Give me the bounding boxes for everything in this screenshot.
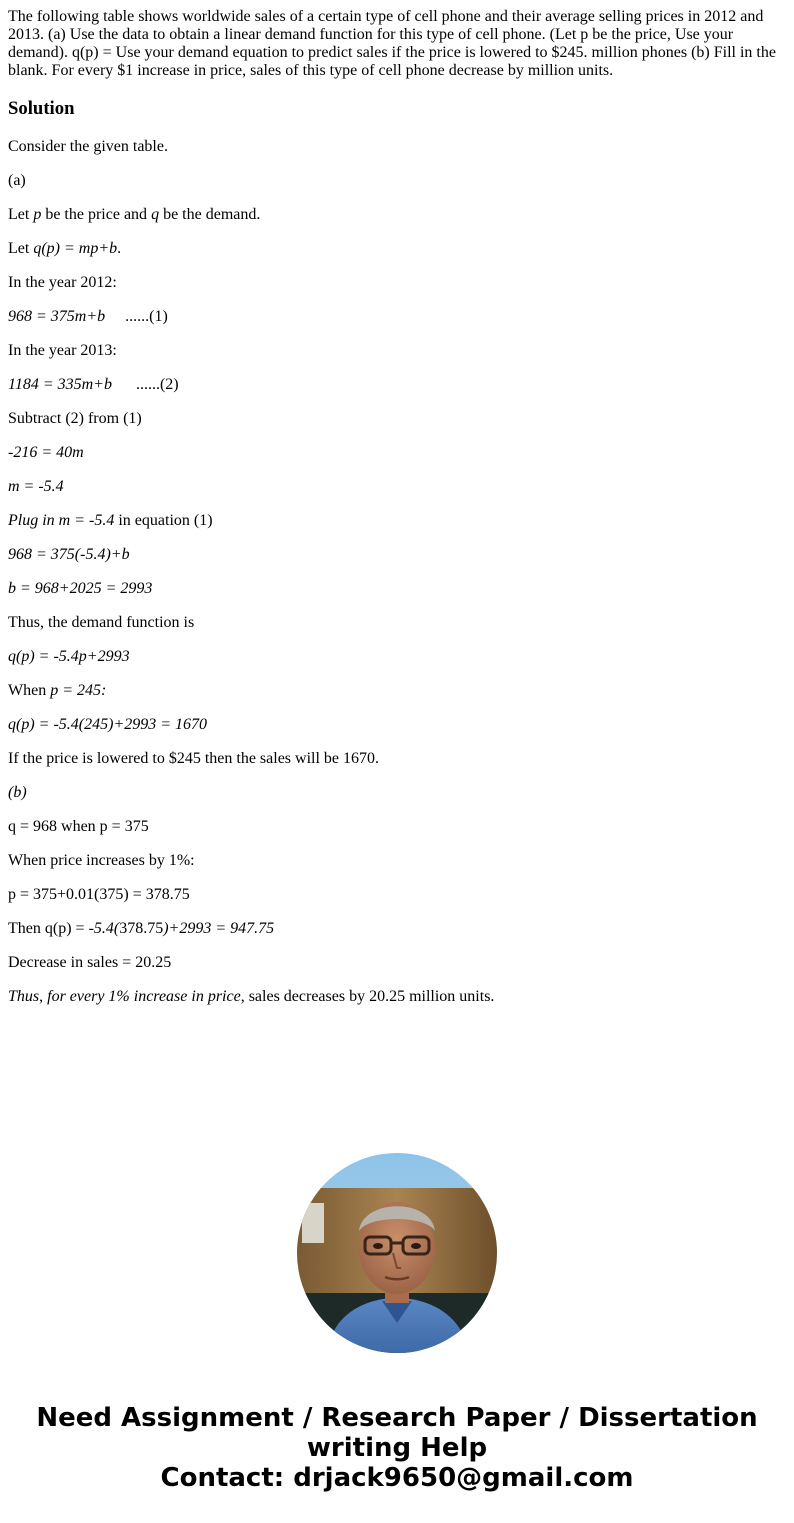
tutor-photo: [297, 1153, 497, 1353]
banner-contact-line: Contact: drjack9650@gmail.com: [160, 1463, 634, 1493]
solution-line: Plug in m = -5.4 in equation (1): [8, 512, 213, 529]
solution-body: [8, 138, 786, 1022]
solution-line: q(p) = -5.4(245)+2993 = 1670: [8, 716, 208, 733]
solution-line: 968 = 375(-5.4)+b: [8, 546, 130, 563]
solution-line: When p = 245:: [8, 682, 107, 699]
conclusion-line: Thus, for every 1% increase in price, sales decreases by 20.25 million units.: [8, 988, 495, 1005]
solution-line: m = -5.4: [8, 478, 64, 495]
solution-line: Decrease in sales = 20.25: [8, 954, 172, 971]
solution-line: Then q(p) = -5.4(378.75)+2993 = 947.75: [8, 920, 275, 937]
solution-line: b = 968+2025 = 2993: [8, 580, 153, 597]
banner-line-2: writing Help: [306, 1433, 488, 1463]
solution-line: Thus, the demand function is: [8, 614, 195, 631]
solution-line: In the year 2013:: [8, 342, 117, 359]
avatar: [297, 1153, 497, 1353]
demand-function: q(p) = -5.4p+2993: [8, 648, 130, 665]
solution-line: Let p be the price and q be the demand.: [8, 206, 261, 223]
solution-line: p = 375+0.01(375) = 378.75: [8, 886, 190, 903]
solution-line: (a): [8, 172, 26, 189]
question-text: The following table shows worldwide sales of a certain type of cell phone and their average selling prices in 2012 and 2013. (a) Use the data to obtain a linear demand function for this type of cell phone. (Let p be the price, Use your demand). q(p) = Use your demand equation to predict sales if the price is lowered to $245. million phones (b) Fill in the blank. For every $1 increase in price, sales of this type of cell phone decrease by million units.: [8, 8, 776, 79]
solution-line: q = 968 when p = 375: [8, 818, 149, 835]
banner-line-1: Need Assignment / Research Paper / Dissertation: [36, 1403, 758, 1433]
solution-line: In the year 2012:: [8, 274, 117, 291]
contact-banner: [0, 1403, 794, 1493]
solution-line: (b): [8, 784, 27, 801]
equation-1: 968 = 375m+b ......(1): [8, 308, 168, 325]
solution-line: If the price is lowered to $245 then the sales will be 1670.: [8, 750, 380, 767]
solution-line: When price increases by 1%:: [8, 852, 195, 869]
solution-line: Let q(p) = mp+b.: [8, 240, 122, 257]
solution-line: -216 = 40m: [8, 444, 84, 461]
equation-2: 1184 = 335m+b ......(2): [8, 376, 179, 393]
solution-line: Consider the given table.: [8, 138, 168, 155]
solution-line: Subtract (2) from (1): [8, 410, 142, 427]
solution-heading: Solution: [8, 98, 75, 119]
